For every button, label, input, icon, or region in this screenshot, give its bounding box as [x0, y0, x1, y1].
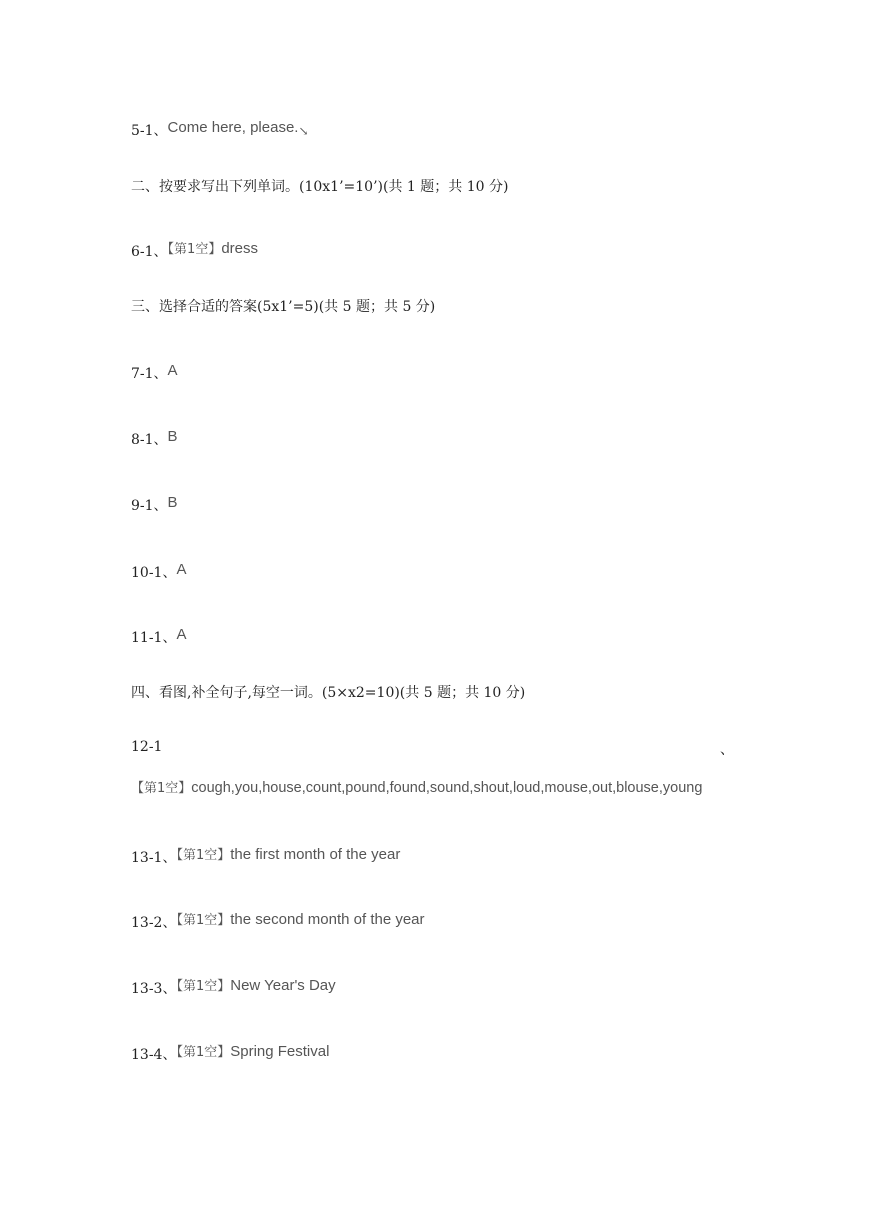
answer-10-1: [131, 560, 186, 583]
answer-text: Spring Festival: [230, 1043, 330, 1060]
answer-13-2: [131, 910, 425, 933]
answer-text: A: [176, 626, 187, 643]
question-number: 10-1、: [131, 565, 177, 581]
question-number: 8-1、: [131, 432, 168, 448]
blank-label: 【第1空】: [176, 848, 231, 863]
blank-label: 【第1空】: [131, 781, 192, 796]
trailing-comma: 、: [720, 742, 734, 758]
blank-label: 【第1空】: [176, 1045, 231, 1060]
section-heading-3: 三、选择合适的答案(5x1’=5)(共 5 题；共 5 分): [131, 299, 436, 315]
question-number: 5-1、: [131, 123, 168, 139]
answer-text: cough,you,house,count,pound,found,sound,shout,loud,mouse,out,blouse,young: [191, 780, 703, 796]
answer-text: A: [167, 362, 178, 379]
question-number: 13-4、: [131, 1047, 177, 1063]
falling-intonation-icon: ↘: [298, 124, 309, 138]
answer-text: Come here, please.: [167, 119, 299, 136]
answer-7-1: [131, 361, 178, 384]
answer-11-1: [131, 625, 186, 648]
answer-8-1: [131, 427, 178, 450]
question-number: 13-3、: [131, 981, 177, 997]
answer-5-1: [131, 118, 309, 141]
blank-label: 【第1空】: [176, 979, 231, 994]
answer-9-1: [131, 493, 178, 516]
question-12-1: [131, 737, 162, 757]
answer-13-1: [131, 845, 400, 868]
answer-6-1: [131, 239, 258, 262]
answer-12-1: [131, 778, 702, 801]
question-number: 12-1: [131, 739, 163, 755]
blank-label: 【第1空】: [176, 913, 231, 928]
section-heading-2: 二、按要求写出下列单词。(10x1’=10’)(共 1 题；共 10 分): [131, 179, 509, 195]
question-number: 7-1、: [131, 366, 168, 382]
answer-13-4: [131, 1042, 329, 1065]
answer-text: New Year's Day: [230, 977, 336, 994]
section-heading-4: 四、看图,补全句子,每空一词。(5×x2=10)(共 5 题；共 10 分): [131, 685, 526, 701]
answer-13-3: [131, 976, 336, 999]
answer-text: B: [167, 428, 178, 445]
answer-text: A: [176, 561, 187, 578]
question-number: 13-2、: [131, 915, 177, 931]
question-number: 6-1、: [131, 244, 168, 260]
answer-text: the first month of the year: [230, 846, 401, 863]
question-number: 11-1、: [131, 630, 177, 646]
question-number: 9-1、: [131, 498, 168, 514]
question-number: 13-1、: [131, 850, 177, 866]
answer-text: B: [167, 494, 178, 511]
answer-text: the second month of the year: [230, 911, 425, 928]
answer-text: dress: [221, 240, 259, 257]
blank-label: 【第1空】: [167, 242, 222, 257]
